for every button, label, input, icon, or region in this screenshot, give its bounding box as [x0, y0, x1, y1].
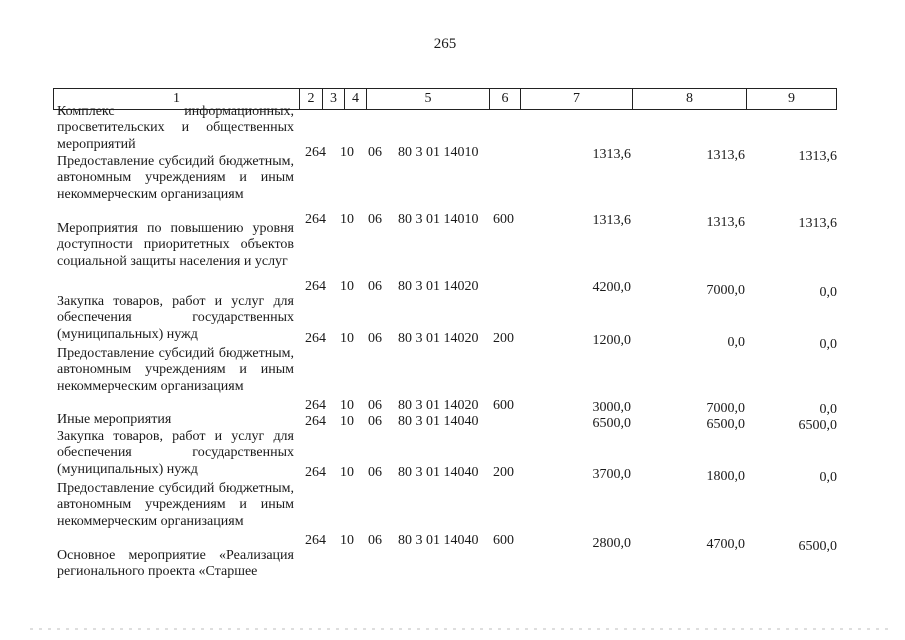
row-name: Иные мероприятия — [57, 412, 172, 427]
row-year-3: 1313,6 — [798, 216, 837, 231]
row-rz: 10 — [340, 398, 354, 413]
row-year-2: 7000,0 — [706, 401, 745, 416]
row-year-1: 1313,6 — [592, 213, 631, 228]
row-csr: 80 3 01 14020 — [398, 398, 479, 413]
row-rz: 10 — [340, 331, 354, 346]
row-year-3: 0,0 — [819, 470, 837, 485]
scan-artifact — [30, 628, 890, 630]
row-year-3: 6500,0 — [798, 418, 837, 433]
row-year-2: 1800,0 — [706, 469, 745, 484]
row-grbs: 264 — [305, 533, 326, 548]
row-grbs: 264 — [305, 414, 326, 429]
row-vr: 200 — [493, 331, 514, 346]
row-year-1: 3000,0 — [592, 400, 631, 415]
row-pr: 06 — [368, 212, 382, 227]
row-pr: 06 — [368, 533, 382, 548]
row-pr: 06 — [368, 279, 382, 294]
row-rz: 10 — [340, 533, 354, 548]
row-vr: 600 — [493, 212, 514, 227]
row-year-1: 2800,0 — [592, 536, 631, 551]
row-year-1: 4200,0 — [592, 280, 631, 295]
header-col-6: 6 — [490, 89, 521, 109]
header-col-8: 8 — [633, 89, 747, 109]
row-rz: 10 — [340, 212, 354, 227]
row-name: Предоставление субсидий бюджетным, автономным учреждениям и иным некоммерческим организациям — [57, 481, 294, 529]
row-csr: 80 3 01 14040 — [398, 414, 479, 429]
row-year-1: 6500,0 — [592, 416, 631, 431]
row-pr: 06 — [368, 414, 382, 429]
row-grbs: 264 — [305, 331, 326, 346]
row-name: Мероприятия по повышению уровня доступности приоритетных объектов социальной защиты населения и услуг — [57, 221, 294, 269]
row-year-3: 0,0 — [819, 285, 837, 300]
page-number: 265 — [433, 36, 457, 52]
row-name: Предоставление субсидий бюджетным, автономным учреждениям и иным некоммерческим организациям — [57, 346, 294, 394]
row-vr: 200 — [493, 465, 514, 480]
row-year-2: 7000,0 — [706, 283, 745, 298]
row-pr: 06 — [368, 465, 382, 480]
row-grbs: 264 — [305, 398, 326, 413]
header-col-7: 7 — [521, 89, 633, 109]
row-year-2: 4700,0 — [706, 537, 745, 552]
header-col-1: 1 — [54, 89, 300, 109]
row-name: Основное мероприятие «Реализация регионального проекта «Старшее — [57, 548, 294, 580]
row-grbs: 264 — [305, 145, 326, 160]
row-year-3: 0,0 — [819, 402, 837, 417]
row-grbs: 264 — [305, 212, 326, 227]
row-year-2: 1313,6 — [706, 148, 745, 163]
row-pr: 06 — [368, 398, 382, 413]
row-csr: 80 3 01 14010 — [398, 145, 479, 160]
header-col-9: 9 — [788, 91, 795, 106]
row-rz: 10 — [340, 145, 354, 160]
row-grbs: 264 — [305, 279, 326, 294]
row-year-3: 6500,0 — [798, 539, 837, 554]
row-csr: 80 3 01 14010 — [398, 212, 479, 227]
row-year-2: 0,0 — [727, 335, 745, 350]
row-csr: 80 3 01 14020 — [398, 279, 479, 294]
row-year-3: 0,0 — [819, 337, 837, 352]
row-vr: 600 — [493, 398, 514, 413]
header-col-4: 4 — [345, 89, 367, 109]
row-pr: 06 — [368, 331, 382, 346]
row-vr: 600 — [493, 533, 514, 548]
row-csr: 80 3 01 14040 — [398, 465, 479, 480]
row-csr: 80 3 01 14040 — [398, 533, 479, 548]
row-rz: 10 — [340, 279, 354, 294]
header-col-3: 3 — [323, 89, 345, 109]
row-rz: 10 — [340, 465, 354, 480]
row-name: Закупка товаров, работ и услуг для обеспечения государственных (муниципальных) нужд — [57, 294, 294, 342]
row-year-1: 1313,6 — [592, 147, 631, 162]
row-year-2: 1313,6 — [706, 215, 745, 230]
row-rz: 10 — [340, 414, 354, 429]
header-col-5: 5 — [367, 89, 490, 109]
row-pr: 06 — [368, 145, 382, 160]
row-year-1: 3700,0 — [592, 467, 631, 482]
row-name: Комплекс информационных, просветительских и общественных мероприятий — [57, 104, 294, 152]
row-year-2: 6500,0 — [706, 417, 745, 432]
row-name: Предоставление субсидий бюджетным, автономным учреждениям и иным некоммерческим организациям — [57, 154, 294, 202]
header-col-2: 2 — [300, 89, 323, 109]
row-csr: 80 3 01 14020 — [398, 331, 479, 346]
row-year-1: 1200,0 — [592, 333, 631, 348]
row-year-3: 1313,6 — [798, 149, 837, 164]
row-grbs: 264 — [305, 465, 326, 480]
row-name: Закупка товаров, работ и услуг для обеспечения государственных (муниципальных) нужд — [57, 429, 294, 477]
